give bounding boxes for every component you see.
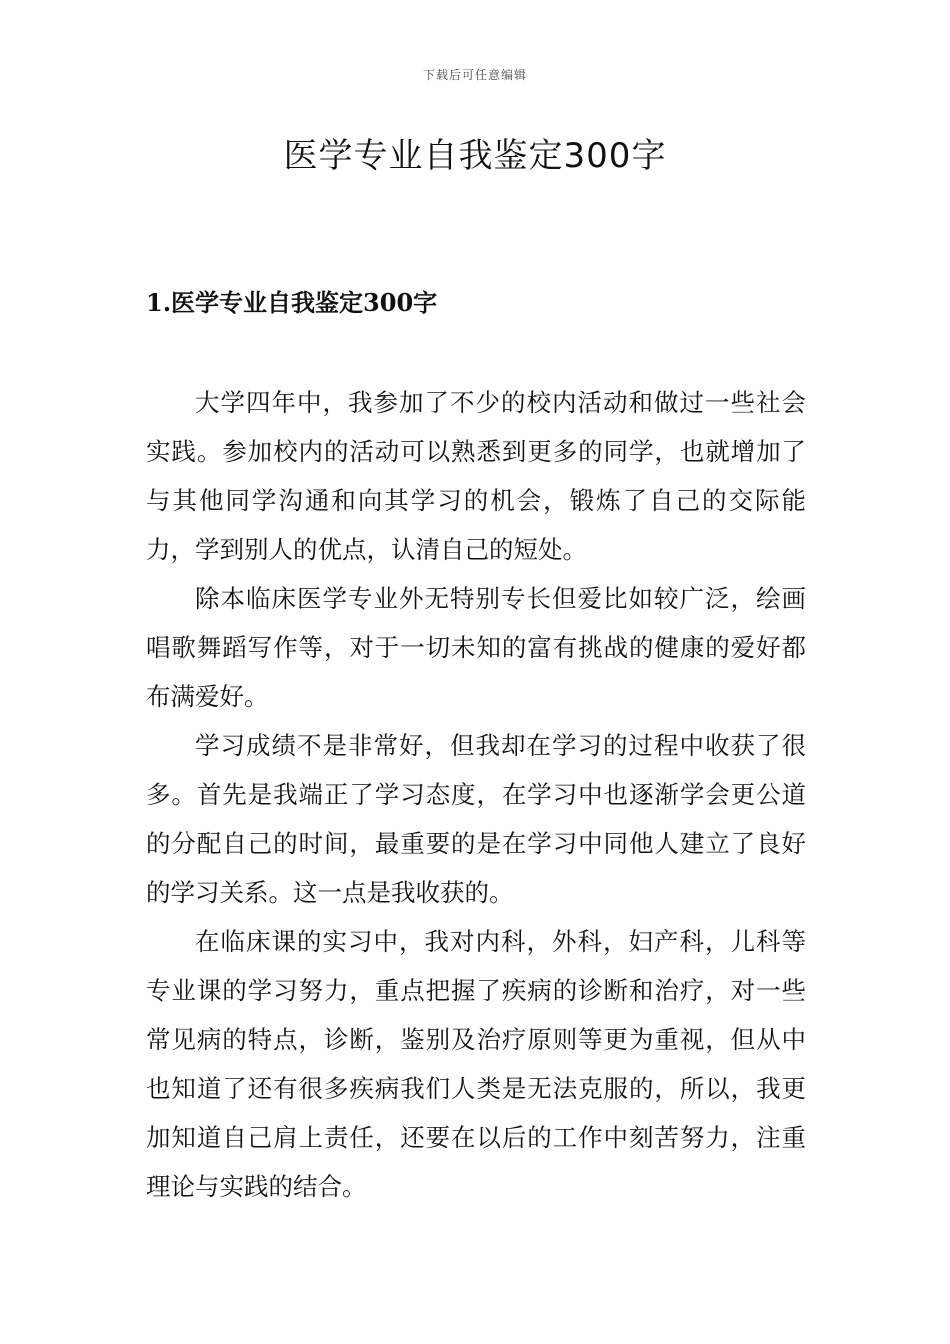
section-heading: 1.医学专业自我鉴定300字	[146, 288, 438, 317]
paragraph-3: 学习成绩不是非常好，但我却在学习的过程中收获了很多。首先是我端正了学习态度，在学习中也逐渐学会更公道的分配自己的时间，最重要的是在学习中同他人建立了良好的学习关系。这一点是我收获的。	[146, 731, 806, 907]
document-body	[146, 378, 806, 1211]
paragraph-4: 在临床课的实习中，我对内科，外科，妇产科，儿科等专业课的学习努力，重点把握了疾病的诊断和治疗，对一些常见病的特点，诊断，鉴别及治疗原则等更为重视，但从中也知道了还有很多疾病我们人类是无法克服的，所以，我更加知道自己肩上责任，还要在以后的工作中刻苦努力，注重理论与实践的结合。	[146, 927, 806, 1201]
document-title: 医学专业自我鉴定300字	[283, 136, 667, 176]
paragraph-2: 除本临床医学专业外无特别专长但爱比如较广泛，绘画唱歌舞蹈写作等，对于一切未知的富有挑战的健康的爱好都布满爱好。	[146, 584, 806, 711]
header-note: 下载后可任意编辑	[422, 68, 527, 82]
paragraph-1: 大学四年中，我参加了不少的校内活动和做过一些社会实践。参加校内的活动可以熟悉到更多的同学，也就增加了与其他同学沟通和向其学习的机会，锻炼了自己的交际能力，学到别人的优点，认清自己的短处。	[146, 388, 806, 564]
